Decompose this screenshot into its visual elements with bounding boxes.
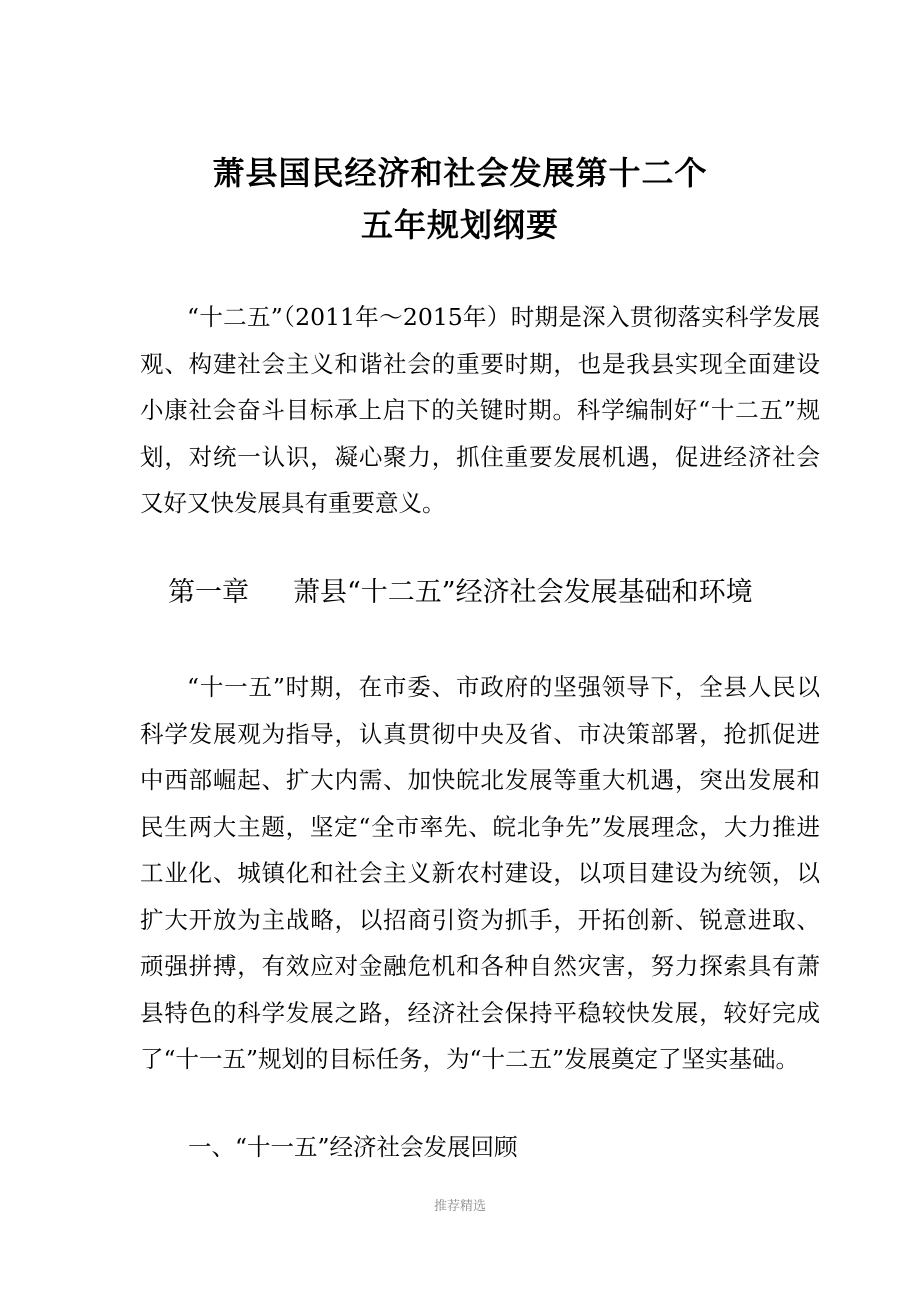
chapter-number: 第一章 <box>168 577 249 608</box>
intro-paragraph: “十二五”（2011年～2015年）时期是深入贯彻落实科学发展观、构建社会主义和谐社会的重要时期，也是我县实现全面建设小康社会奋斗目标承上启下的关键时期。科学编制好“十二五”规划，对统一认识，凝心聚力，抓住重要发展机遇，促进经济社会又好又快发展具有重要意义。 <box>140 303 820 517</box>
chapter-paragraph: “十一五”时期，在市委、市政府的坚强领导下，全县人民以科学发展观为指导，认真贯彻中央及省、市决策部署，抢抓促进中西部崛起、扩大内需、加快皖北发展等重大机遇，突出发展和民生两大主题，坚定“全市率先、皖北争先”发展理念，大力推进工业化、城镇化和社会主义新农村建设，以项目建设为统领，以扩大开放为主战略，以招商引资为抓手，开拓创新、锐意进取、顽强拼搏，有效应对金融危机和各种自然灾害，努力探索具有萧县特色的科学发展之路，经济社会保持平稳较快发展，较好完成了“十一五”规划的目标任务，为“十二五”发展奠定了坚实基础。 <box>140 673 820 1073</box>
chapter-title: 萧县“十二五”经济社会发展基础和环境 <box>293 577 753 608</box>
page-footer: 推荐精选 <box>433 1199 486 1214</box>
chapter-heading <box>168 570 753 609</box>
document-title-line-1: 萧县国民经济和社会发展第十二个 <box>212 154 708 192</box>
section-heading: 一、“十一五”经济社会发展回顾 <box>188 1133 518 1161</box>
document-title-line-2: 五年规划纲要 <box>360 206 559 244</box>
